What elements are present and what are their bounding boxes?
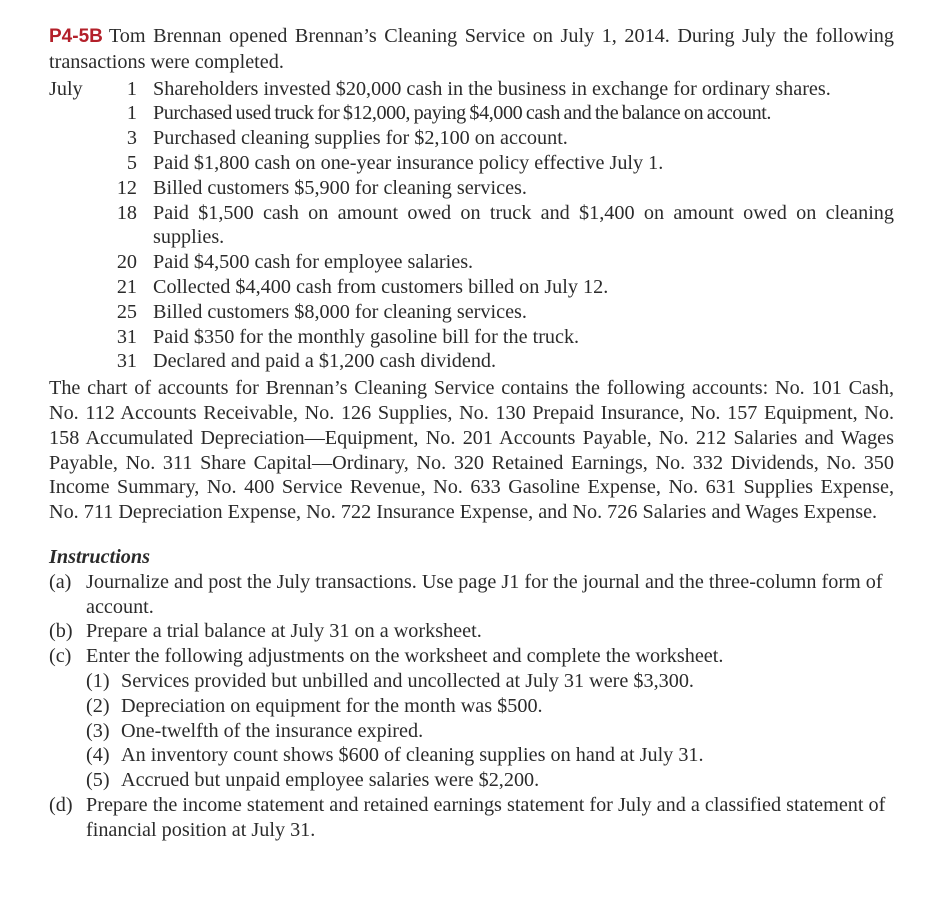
transaction-day: 25 <box>116 300 137 323</box>
transaction-text: Paid $4,500 cash for employee salaries. <box>153 251 474 274</box>
problem-intro-text: Tom Brennan opened Brennan’s Cleaning Service on July 1, 2014. During July the following transactions were completed. <box>49 25 894 73</box>
instructions-list <box>49 570 894 843</box>
transaction-row <box>49 77 894 102</box>
transaction-month: July <box>49 77 83 100</box>
instruction-text: Prepare the income statement and retained earnings statement for July and a classified statement of financial position at July 31. <box>86 793 886 841</box>
problem-page <box>49 24 894 843</box>
transaction-day: 31 <box>116 325 137 348</box>
adjustment-item <box>49 768 894 793</box>
transaction-row <box>49 201 894 251</box>
instruction-label: (c) <box>49 645 72 668</box>
adjustment-item <box>49 669 894 694</box>
instruction-label: (d) <box>49 793 73 816</box>
problem-id: P4-5B <box>49 26 103 47</box>
instructions-heading: Instructions <box>49 545 150 568</box>
transaction-day: 18 <box>116 201 137 224</box>
adjustment-label: (2) <box>86 694 110 717</box>
instruction-label: (a) <box>49 570 72 593</box>
transaction-row <box>49 300 894 325</box>
adjustment-item <box>49 743 894 768</box>
instruction-item <box>49 644 894 669</box>
instruction-item <box>49 619 894 644</box>
transaction-text: Purchased cleaning supplies for $2,100 on account. <box>153 127 568 150</box>
chart-of-accounts: The chart of accounts for Brennan’s Cleaning Service contains the following accounts: No. 101 Cash, No. 112 Accounts Receivable, No. 126 Supplies, No. 130 Prepaid Insurance, No. 157 Equipment, No. 158 Accumulated Depreciation—Equipment, No. 201 Accounts Payable, No. 212 Salaries and Wages Payable, No. 311 Share Capital—Ordinary, No. 320 Retained Earnings, No. 332 Dividends, No. 350 Income Summary, No. 400 Service Revenue, No. 633 Gasoline Expense, No. 631 Supplies Expense, No. 711 Depreciation Expense, No. 722 Insurance Expense, and No. 726 Salaries and Wages Expense. <box>49 377 894 524</box>
problem-intro <box>49 24 894 75</box>
adjustment-text: Accrued but unpaid employee salaries were $2,200. <box>121 769 540 792</box>
transaction-text: Billed customers $5,900 for cleaning services. <box>153 176 527 199</box>
instruction-text: Enter the following adjustments on the worksheet and complete the worksheet. <box>86 645 724 668</box>
adjustment-item <box>49 719 894 744</box>
transaction-day: 21 <box>116 275 137 298</box>
transaction-text: Paid $350 for the monthly gasoline bill for the truck. <box>153 325 580 348</box>
transaction-row <box>49 349 894 374</box>
adjustment-label: (3) <box>86 719 110 742</box>
transaction-text: Purchased used truck for $12,000, paying $4,000 cash and the balance on account. <box>153 102 771 125</box>
transaction-row <box>49 325 894 350</box>
transaction-day: 1 <box>126 77 137 100</box>
adjustment-label: (5) <box>86 769 110 792</box>
instruction-item <box>49 570 894 620</box>
adjustment-text: An inventory count shows $600 of cleaning supplies on hand at July 31. <box>121 744 704 767</box>
transaction-list <box>49 77 894 375</box>
transaction-row <box>49 275 894 300</box>
transaction-row <box>49 126 894 151</box>
instruction-text: Journalize and post the July transactions. Use page J1 for the journal and the three-column form of account. <box>86 570 883 618</box>
transaction-text: Billed customers $8,000 for cleaning services. <box>153 300 527 323</box>
transaction-text: Paid $1,500 cash on amount owed on truck and $1,400 on amount owed on cleaning supplies. <box>153 201 894 249</box>
adjustment-item <box>49 694 894 719</box>
adjustments-list <box>49 669 894 793</box>
instruction-item <box>49 793 894 843</box>
instruction-label: (b) <box>49 620 73 643</box>
transaction-day: 1 <box>126 102 137 125</box>
transaction-row <box>49 151 894 176</box>
instruction-text: Prepare a trial balance at July 31 on a worksheet. <box>86 620 482 643</box>
transaction-day: 5 <box>126 151 137 174</box>
transaction-day: 12 <box>116 176 137 199</box>
transaction-day: 20 <box>116 251 137 274</box>
adjustment-label: (1) <box>86 669 110 692</box>
transaction-row <box>49 101 894 126</box>
transaction-text: Paid $1,800 cash on one-year insurance policy effective July 1. <box>153 151 664 174</box>
transaction-day: 3 <box>126 127 137 150</box>
adjustment-text: Services provided but unbilled and uncollected at July 31 were $3,300. <box>121 669 694 692</box>
transaction-day: 31 <box>116 350 137 373</box>
transaction-row <box>49 250 894 275</box>
adjustment-label: (4) <box>86 744 110 767</box>
transaction-text: Collected $4,400 cash from customers billed on July 12. <box>153 275 609 298</box>
adjustment-text: One-twelfth of the insurance expired. <box>121 719 424 742</box>
transaction-text: Declared and paid a $1,200 cash dividend. <box>153 350 497 373</box>
transaction-row <box>49 176 894 201</box>
adjustment-text: Depreciation on equipment for the month was $500. <box>121 694 543 717</box>
transaction-text: Shareholders invested $20,000 cash in the business in exchange for ordinary shares. <box>153 77 831 100</box>
